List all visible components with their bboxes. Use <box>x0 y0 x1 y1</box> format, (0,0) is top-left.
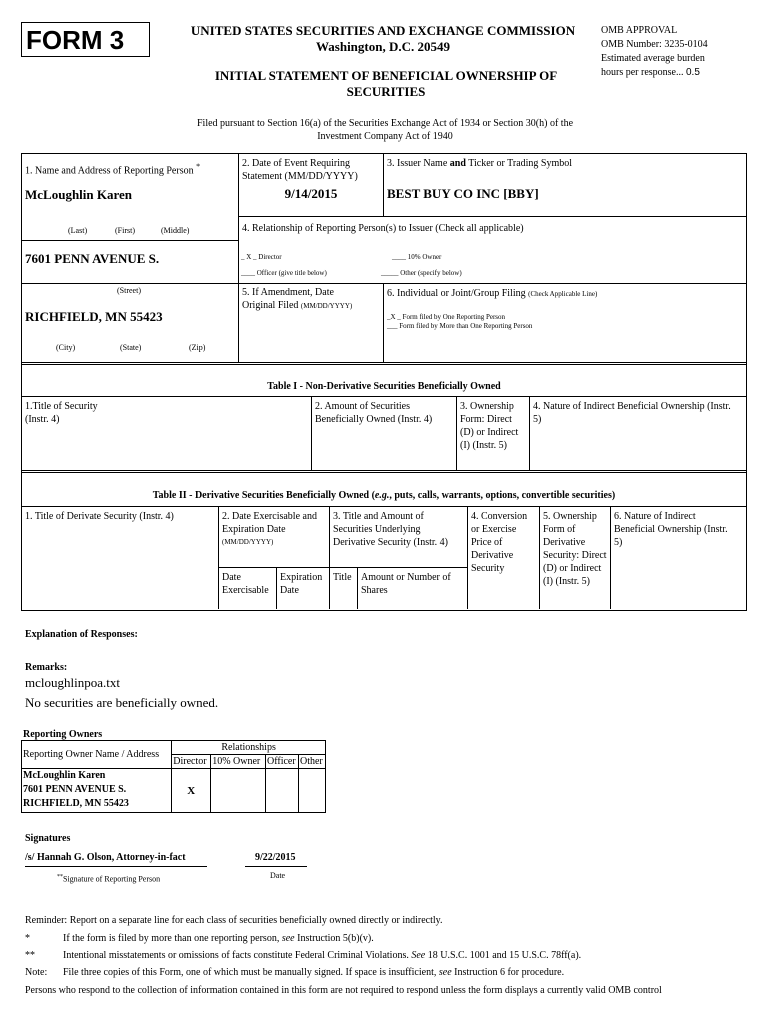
box6-label <box>387 287 597 301</box>
director-check: _ X _ Director <box>241 253 282 261</box>
ro-relationships-header: Relationships <box>172 741 326 755</box>
footnote-2-b: 18 U.S.C. 1001 and 15 U.S.C. 78ff(a). <box>427 950 582 961</box>
explanation-label: Explanation of Responses: <box>25 629 138 640</box>
box5-label-b <box>242 299 352 313</box>
box1-star: * <box>196 162 201 171</box>
last-label: (Last) <box>68 226 88 235</box>
footnote-1 <box>63 932 374 945</box>
table2-col2a: Date Exercisable <box>222 572 269 596</box>
event-date: 9/14/2015 <box>284 186 338 201</box>
ten-percent-check: ____ 10% Owner <box>392 253 442 261</box>
issuer-name: BEST BUY CO INC [BBY] <box>387 186 539 201</box>
signatures-label: Signatures <box>25 833 71 844</box>
box3-label <box>387 157 572 170</box>
ro-ten-percent-header: 10% Owner <box>211 755 266 769</box>
table2-col1: 1. Title of Derivate Security (Instr. 4) <box>25 511 174 522</box>
burden-hours: 0.5 <box>685 67 700 78</box>
agency-name: UNITED STATES SECURITIES AND EXCHANGE COMMISSION <box>190 23 576 38</box>
footnote-3 <box>63 966 564 979</box>
note-label: Note: <box>25 967 48 978</box>
table2-title <box>21 489 747 502</box>
first-label: (First) <box>115 226 135 235</box>
signature-date: 9/22/2015 <box>255 852 296 863</box>
footnote-2 <box>63 949 581 962</box>
footnote-star-2: ** <box>25 950 35 961</box>
box1-label <box>25 160 200 177</box>
ro-officer-cell <box>266 769 299 813</box>
filed-pursuant-2: Investment Company Act of 1940 <box>317 131 453 142</box>
ro-director-header: Director <box>172 755 211 769</box>
footnote-star-1: * <box>25 933 30 944</box>
table2-col5: 5. Ownership Form of Derivative Security: Direct (D) or Indirect (I) (Instr. 5) <box>543 511 607 587</box>
table1-col2: 2. Amount of Securities Beneficially Owned (Instr. 4) <box>315 401 433 425</box>
street-label: (Street) <box>117 286 141 295</box>
city-label: (City) <box>56 343 76 352</box>
ro-officer-header: Officer <box>266 755 299 769</box>
ro-owner-line-1: McLoughlin Karen <box>23 770 106 781</box>
signer-name: /s/ Hannah G. Olson, Attorney-in-fact <box>25 852 186 863</box>
signature-caption <box>57 872 160 885</box>
box6-note: (Check Applicable Line) <box>528 290 598 298</box>
table2-col4: 4. Conversion or Exercise Price of Derivative Security <box>471 511 528 574</box>
table1-title: Table I - Non-Derivative Securities Beneficially Owned <box>267 381 501 392</box>
table2-col2: 2. Date Exercisable and Expiration Date <box>222 511 317 535</box>
box5-date-format: (MM/DD/YYYY) <box>300 302 353 310</box>
box5-original-filed: Original Filed <box>242 300 299 311</box>
table2-col6: 6. Nature of Indirect Beneficial Ownership (Instr. 5) <box>614 511 728 548</box>
zip-label: (Zip) <box>189 343 206 352</box>
more-persons-filing: ___ Form filed by More than One Reporting Person <box>387 322 533 330</box>
reporting-person-name: McLoughlin Karen <box>25 187 133 202</box>
footnote-2-see: See <box>411 950 426 961</box>
table2-title-eg: e.g. <box>374 490 390 501</box>
table2-col3b: Amount or Number of Shares <box>361 572 451 596</box>
table1-col1: 1.Title of Security (Instr. 4) <box>25 401 98 425</box>
table1-col3: 3. Ownership Form: Direct (D) or Indirect (I) (Instr. 5) <box>460 401 519 451</box>
table2-col2b: Expiration Date <box>280 572 323 596</box>
other-check: _____ Other (specify below) <box>381 269 462 277</box>
form-title: FORM 3 <box>26 25 125 55</box>
box6-label-text: 6. Individual or Joint/Group Filing <box>387 288 526 299</box>
ro-other-header: Other <box>298 755 325 769</box>
ro-director-mark: X <box>172 769 211 813</box>
box4-label: 4. Relationship of Reporting Person(s) to Issuer (Check all applicable) <box>242 223 524 234</box>
table2-title-a: Table II - Derivative Securities Beneficially Owned ( <box>152 490 375 501</box>
ro-owner-cell <box>22 769 172 813</box>
burden-line-1: Estimated average burden <box>601 53 705 64</box>
agency-location: Washington, D.C. 20549 <box>316 39 450 54</box>
middle-label: (Middle) <box>161 226 190 235</box>
filed-pursuant-1: Filed pursuant to Section 16(a) of the Securities Exchange Act of 1934 or Section 30(h) of the <box>196 118 574 129</box>
table2-col2-format: (MM/DD/YYYY) <box>222 538 274 546</box>
ro-owner-line-2: 7601 PENN AVENUE S. <box>23 784 127 795</box>
box3-label-a: 3. Issuer Name <box>387 158 448 169</box>
footnote-1-see: see <box>281 933 295 944</box>
ro-ten-percent-cell <box>211 769 266 813</box>
footnote-3-b: Instruction 6 for procedure. <box>454 967 565 978</box>
reporting-person-street: 7601 PENN AVENUE S. <box>25 251 160 266</box>
remarks-line-2: No securities are beneficially owned. <box>25 695 219 710</box>
table2-col3a: Title <box>333 572 352 583</box>
date-caption: Date <box>270 871 286 880</box>
footnote-1-b: Instruction 5(b)(v). <box>297 933 374 944</box>
footnote-2-a: Intentional misstatements or omissions of facts constitute Federal Criminal Violations. <box>63 950 409 961</box>
burden-text: hours per response... <box>601 67 684 78</box>
table2-col3: 3. Title and Amount of Securities Underlying Derivative Security (Instr. 4) <box>333 511 448 548</box>
footnote-3-see: see <box>438 967 452 978</box>
signature-marks: ** <box>57 874 63 880</box>
reporting-owners-label: Reporting Owners <box>23 729 103 740</box>
omb-approval: OMB APPROVAL <box>601 25 678 36</box>
remarks-label: Remarks: <box>25 662 68 673</box>
box1-label-text: 1. Name and Address of Reporting Person <box>25 165 194 177</box>
one-person-filing: _X _ Form filed by One Reporting Person <box>387 313 506 321</box>
ro-name-header: Reporting Owner Name / Address <box>22 741 172 769</box>
state-label: (State) <box>120 343 142 352</box>
table2-title-b: , puts, calls, warrants, options, convertible securities) <box>389 490 616 501</box>
reminder-text: Reminder: Report on a separate line for each class of securities beneficially owned directly or indirectly. <box>25 915 443 926</box>
officer-check: ____ Officer (give title below) <box>241 269 327 277</box>
table-row <box>22 769 326 813</box>
box3-label-and: and <box>449 158 466 169</box>
remarks-line-1: mcloughlinpoa.txt <box>25 675 120 690</box>
footnote-1-a: If the form is filed by more than one reporting person, <box>63 933 280 944</box>
box3-label-b: Ticker or Trading Symbol <box>468 158 573 169</box>
footnote-3-a: File three copies of this Form, one of which must be manually signed. If space is insufficient, <box>63 967 437 978</box>
box5-label-a: 5. If Amendment, Date <box>242 287 334 298</box>
box2-label: 2. Date of Event Requiring Statement (MM/DD/YYYY) <box>242 158 358 182</box>
burden-line-2 <box>601 66 700 79</box>
reporting-person-city: RICHFIELD, MN 55423 <box>25 309 163 324</box>
ro-owner-line-3: RICHFIELD, MN 55423 <box>23 798 129 809</box>
ro-other-cell <box>298 769 325 813</box>
signature-caption-text: Signature of Reporting Person <box>63 874 161 884</box>
statement-title: INITIAL STATEMENT OF BENEFICIAL OWNERSHIP OF SECURITIES <box>214 68 558 99</box>
reporting-owners-table <box>21 740 326 813</box>
table1-col4: 4. Nature of Indirect Beneficial Ownership (Instr. 5) <box>533 401 731 425</box>
omb-number: OMB Number: 3235-0104 <box>601 39 708 50</box>
persons-notice: Persons who respond to the collection of information contained in this form are not required to respond unless the form displays a currently valid OMB control <box>25 985 662 996</box>
